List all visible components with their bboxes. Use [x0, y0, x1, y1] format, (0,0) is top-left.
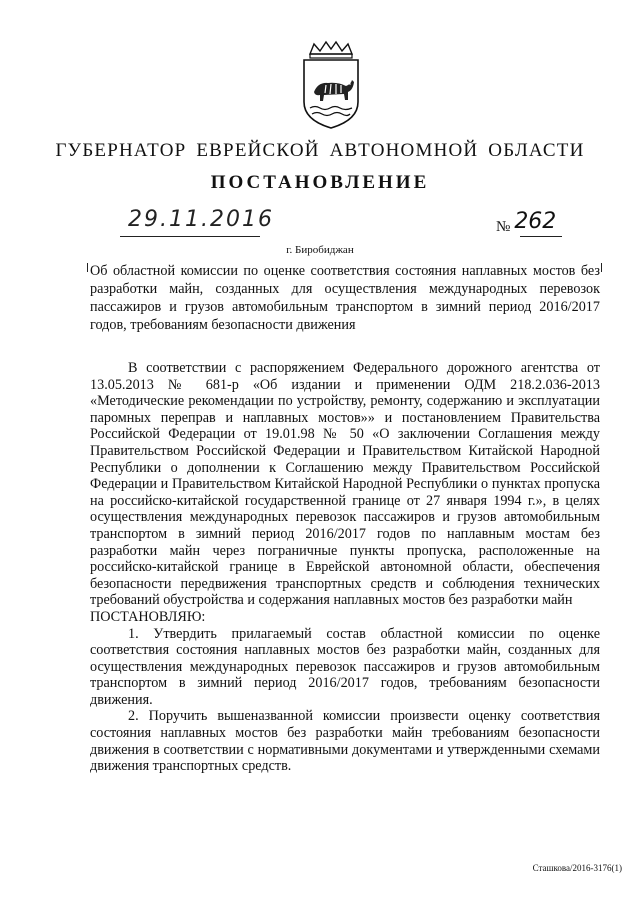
- number-sign: №: [496, 219, 511, 235]
- document-body: [90, 360, 600, 775]
- document-number-value: 262: [514, 209, 557, 234]
- footer-reference: Сташкова/2016-3176(1): [532, 863, 622, 873]
- coat-of-arms-emblem: [296, 40, 366, 132]
- decree-word: ПОСТАНОВЛЯЮ:: [90, 608, 206, 625]
- preamble-paragraph: В соответствии с распоряжением Федерального дорожного агентства от 13.05.2013 № 681-р «Об издании и применении ОДМ 218.2.036-2013 «Методические рекомендации по устройству, ремонту, содержанию и эксплуатации паромных переправ и наплавных мостов»» и постановлением Правительства Российской Федерации от 19.01.98 № 50 «О заключении Соглашения между Правительством Российской Федерации и Правительством Китайской Народной Республики о дополнении к Соглашению между Правительством Российской Федерации и Правительством Китайской Народной Республики о пунктах пропуска на российско-китайской государственной границе от 27 января 1994 г.», в целях осуществления международных перевозок пассажиров и грузов автомобильным транспортом в зимний период 2016/2017 годов по наплавным мостам без разработки майн через пограничные пункты пропуска, расположенные на российско-китайской границе в Еврейской автономной области, обеспечения безопасности передвижения транспортных средств и соблюдения технических требований обустройства и содержания наплавных мостов без разработки майн: [90, 360, 600, 609]
- subject-corner-mark-left: [87, 263, 88, 272]
- document-type-title: ПОСТАНОВЛЕНИЕ: [210, 172, 430, 193]
- authority-title: ГУБЕРНАТОР ЕВРЕЙСКОЙ АВТОНОМНОЙ ОБЛАСТИ: [55, 140, 585, 161]
- document-number: [496, 209, 557, 237]
- document-city: г. Биробиджан: [286, 244, 354, 256]
- number-underline: [520, 236, 562, 237]
- decree-item-1: 1. Утвердить прилагаемый состав областной комиссии по оценке соответствия состояния наплавных мостов без разработки майн, созданных для осуществления международных перевозок пассажиров и грузов автомобильным транспортом в зимний период 2016/2017 годов, требованиям безопасности движения.: [90, 625, 600, 708]
- document-date: 29.11.2016: [128, 207, 274, 232]
- document-subject: Об областной комиссии по оценке соответствия состояния наплавных мостов без разработки майн, созданных для осуществления международных перевозок пассажиров и грузов автомобильным транспортом в зимний период 2016/2017 годов, требованиям безопасности движения: [90, 263, 600, 333]
- subject-corner-mark-right: [601, 263, 602, 272]
- date-underline: [120, 236, 260, 237]
- decree-item-2: 2. Поручить вышеназванной комиссии произвести оценку соответствия состояния наплавных мостов без разработки майн требованиям безопасности движения в соответствии с нормативными документами и утвержденными схемами движения транспортных средств.: [90, 708, 600, 775]
